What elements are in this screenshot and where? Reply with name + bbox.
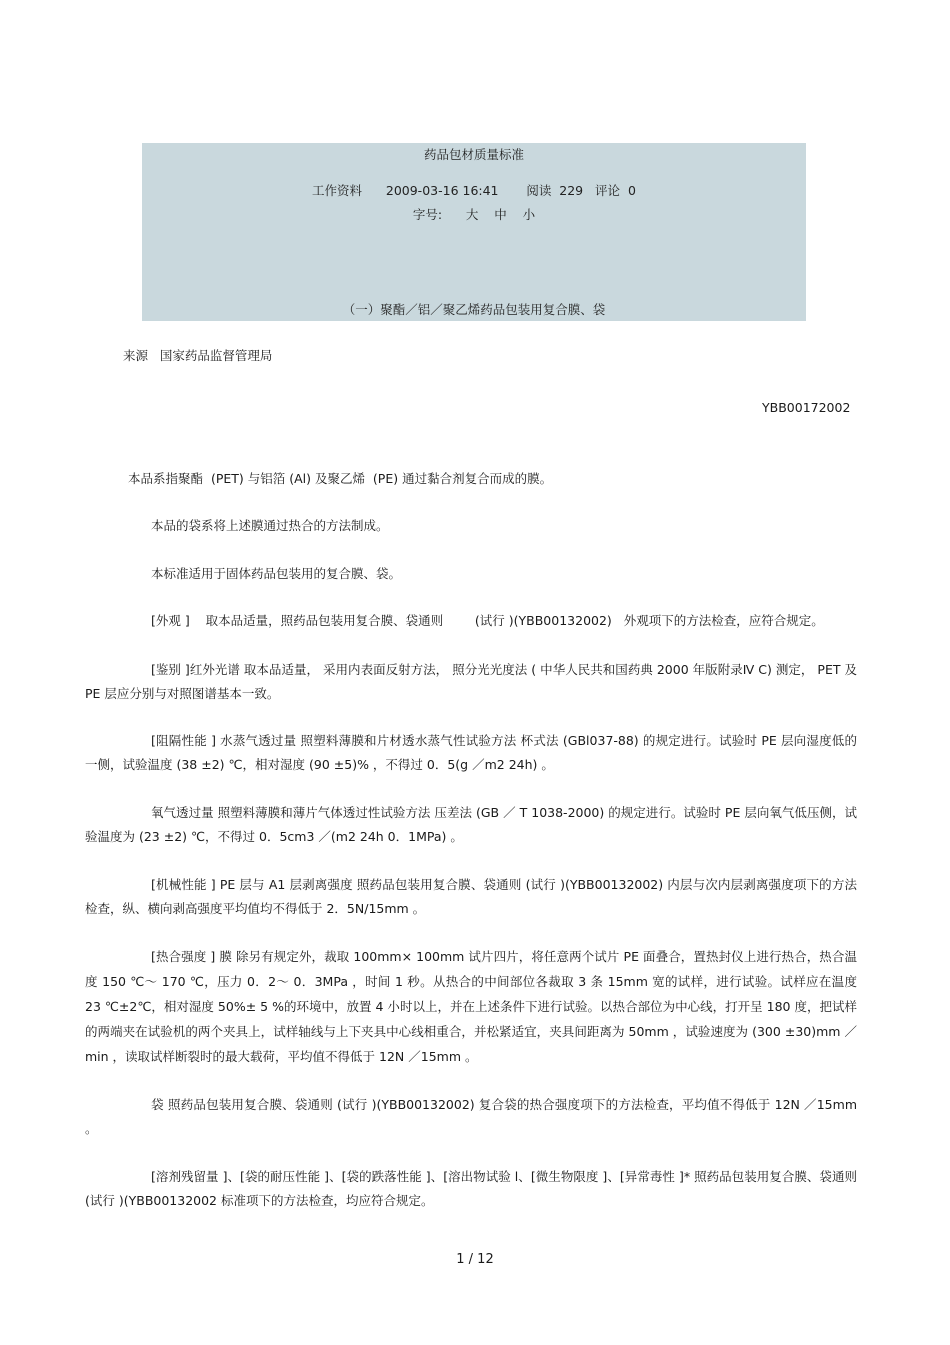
paragraph-10-text: 袋 照药品包装用复合膜、袋通则 (试行 )(YBB00132002) 复合袋的热合强度项下的方法检查，平均值不得低于 12N ／15mm 。 [85,1097,857,1136]
page-title: 药品包材质量标准 [423,147,524,162]
paragraph-5 [85,658,857,706]
paragraph-5-text: [鉴别 ]红外光谱 取本品适量， 采用内表面反射方法， 照分光光度法 ( 中华人民共和国药典 2000 年版附录Ⅳ C) 测定， PET 及 PE 层应分别与对照图谱基本一致。 [85,662,857,701]
paragraph-7 [85,801,857,849]
paragraph-9 [85,944,857,1069]
article-meta: 工作资料 2009-03-16 16:41 阅读 229 评论 0 [312,183,636,198]
paragraph-11-text: [溶剂残留量 ]、[袋的耐压性能 ]、[袋的跌落性能 ]、[溶出物试验 l、[微生物限度 ]、[异常毒性 ]* 照药品包装用复合膜、袋通则 (试行 )(YBB00132002 标准项下的方法检查，均应符合规定。 [85,1169,857,1208]
paragraph-3: 本标准适用于固体药品包装用的复合膜、袋。 [151,566,402,581]
paragraph-11 [85,1165,857,1213]
standard-code: YBB00172002 [762,400,851,415]
paragraph-6-text: [阻隔性能 ] 水蒸气透过量 照塑料薄膜和片材透水蒸气性试验方法 杯式法 (GBl037-88) 的规定进行。试验时 PE 层向湿度低的一侧，试验温度 (38 ±2) ℃，相对湿度 (90 ±5)% ，不得过 0．5(g ／m2 24h) 。 [85,733,857,772]
paragraph-6 [85,729,857,777]
font-size-selector[interactable]: 字号: 大 中 小 [412,207,536,222]
source-line: 来源 国家药品监督管理局 [123,348,273,363]
paragraph-8-text: [机械性能 ] PE 层与 A1 层剥离强度 照药品包装用复合膜、袋通则 (试行 )(YBB00132002) 内层与次内层剥离强度项下的方法检查，纵、横向剥高强度平均值均不得低于 2．5N/15mm 。 [85,877,857,916]
paragraph-1: 本品系指聚酯 (PET) 与铝箔 (Al) 及聚乙烯 (PE) 通过黏合剂复合而成的膜。 [128,471,553,486]
section-subtitle: （一）聚酯／铝／聚乙烯药品包装用复合膜、袋 [342,302,606,317]
paragraph-2: 本品的袋系将上述膜通过热合的方法制成。 [151,518,389,533]
paragraph-10 [85,1093,857,1141]
paragraph-7-text: 氧气透过量 照塑料薄膜和薄片气体透过性试验方法 压差法 (GB ／ T 1038-2000) 的规定进行。试验时 PE 层向氧气低压侧，试验温度为 (23 ±2) ℃，不得过 0．5cm3 ／(m2 24h 0．1MPa) 。 [85,805,857,844]
paragraph-8 [85,873,857,921]
paragraph-9-text: [热合强度 ] 膜 除另有规定外，裁取 100mm× 100mm 试片四片，将任意两个试片 PE 面叠合，置热封仪上进行热合，热合温度 150 ℃～ 170 ℃，压力 0．2～ 0．3MPa ，时间 1 秒。从热合的中间部位各裁取 3 条 15mm 宽的试样，进行试验。试样应在温度 23 ℃±2℃，相对湿度 50%± 5 %的环境中，放置 4 小时以上，并在上述条件下进行试验。以热合部位为中心线，打开呈 180 度，把试样的两端夹在试验机的两个夹具上，试样轴线与上下夹具中心线相重合，并松紧适宜，夹具间距离为 50mm ，试验速度为 (300 ±30)mm ／ min ，读取试样断裂时的最大载荷，平均值不得低于 12N ／15mm 。 [85,949,857,1064]
header-box [142,143,806,321]
paragraph-4: [外观 ] 取本品适量，照药品包装用复合膜、袋通则 (试行 )(YBB00132002) 外观项下的方法检查，应符合规定。 [151,613,824,628]
page-number: 1 / 12 [456,1252,494,1267]
